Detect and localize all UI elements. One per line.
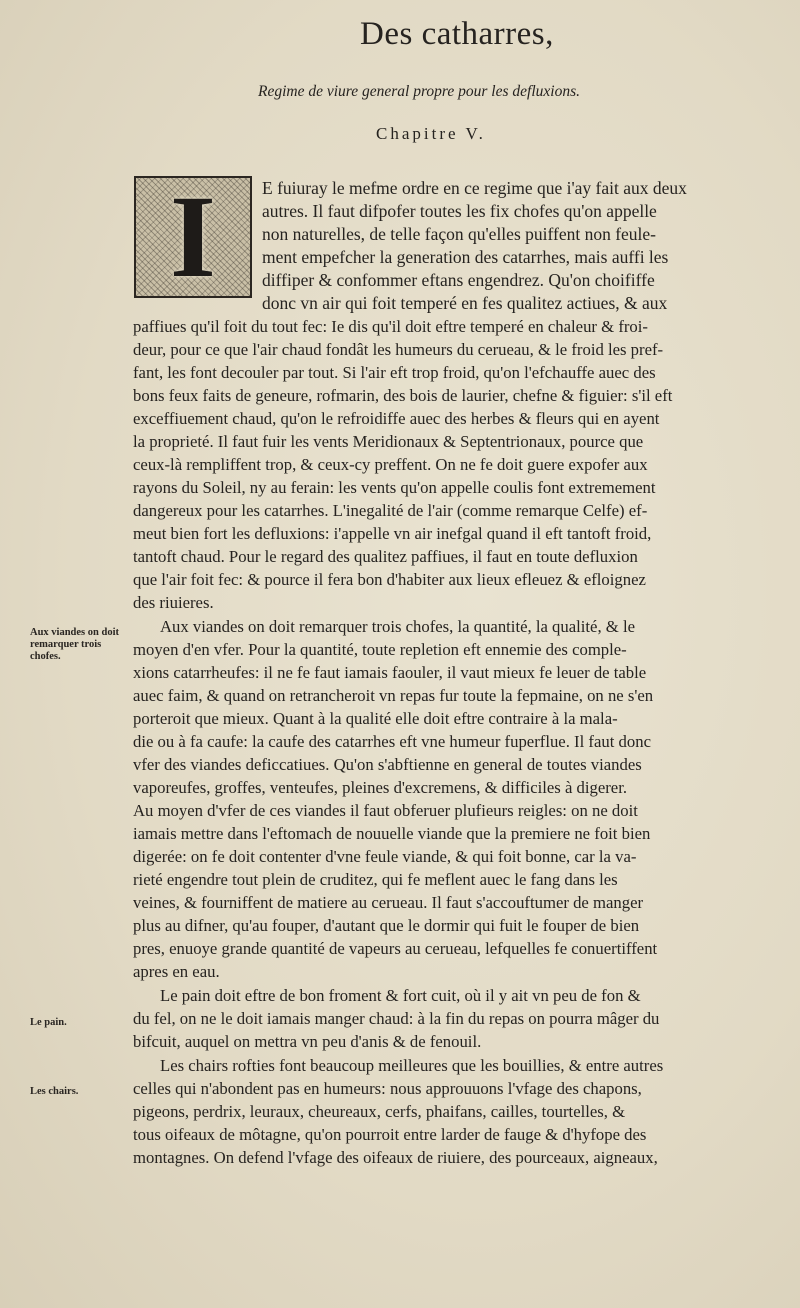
text-line: ceux-là rempliffent trop, & ceux-cy preffent. On ne fe doit guere expofer aux (133, 455, 648, 474)
text-line: paffiues qu'il foit du tout fec: Ie dis qu'il doit eftre temperé en chaleur & froi- (133, 317, 648, 336)
initial-letter: I (170, 176, 216, 298)
text-line: montagnes. On defend l'vfage des oifeaux de riuiere, des pourceaux, aigneaux, (133, 1148, 658, 1167)
margin-note-pain: Le pain. (30, 1017, 67, 1028)
text-line: moyen d'en vfer. Pour la quantité, toute repletion eft ennemie des comple- (133, 640, 627, 659)
text-line: des riuieres. (133, 593, 214, 612)
text-line: plus au difner, qu'au fouper, d'autant que le dormir qui fuit le fouper de bien (133, 916, 640, 935)
text-line: xions catarrheufes: il ne fe faut iamais faouler, il vaut mieux fe leuer de table (133, 663, 647, 682)
text-line: pigeons, perdrix, leuraux, cheureaux, cerfs, phaifans, cailles, tourtelles, & (133, 1102, 626, 1121)
text-line: auec faim, & quand on retrancheroit vn repas fur toute la fepmaine, on ne s'en (133, 686, 654, 705)
text-line: digerée: on fe doit contenter d'vne feule viande, & qui foit bonne, car la va- (133, 847, 637, 866)
text-line: Les chairs rofties font beaucoup meilleures que les bouillies, & entre autres (160, 1056, 664, 1075)
text-line: que l'air foit fec: & pource il fera bon d'habiter aux lieux efleuez & efloignez (133, 570, 646, 589)
section-heading: Regime de viure general propre pour les defluxions. (258, 83, 580, 100)
text-line: Le pain doit eftre de bon froment & fort cuit, où il y ait vn peu de fon & (160, 986, 641, 1005)
text-line: du fel, on ne le doit iamais manger chaud: à la fin du repas on pourra mâger du (133, 1009, 660, 1028)
text-line: veines, & fourniffent de matiere au cerueau. Il faut s'accouftumer de manger (133, 893, 644, 912)
text-line: ment empefcher la generation des catarrhes, mais auffi les (262, 247, 669, 267)
text-line: donc vn air qui foit temperé en fes qualitez actiues, & aux (262, 293, 668, 313)
margin-note-chairs: Les chairs. (30, 1086, 79, 1097)
text-line: vfer des viandes deficcatiues. Qu'on s'abftienne en general de toutes viandes (133, 755, 642, 774)
text-line: bons feux faits de geneure, rofmarin, des bois de laurier, chefne & figuier: s'il eft (133, 386, 673, 405)
text-line: autres. Il faut difpofer toutes les fix chofes qu'on appelle (262, 201, 657, 221)
text-line: porteroit que mieux. Quant à la qualité elle doit eftre contraire à la mala- (133, 709, 618, 728)
text-line: E fuiuray le mefme ordre en ce regime que i'ay fait aux deux (262, 178, 687, 198)
text-line: dangereux pour les catarrhes. L'inegalité de l'air (comme remarque Celfe) ef- (133, 501, 648, 520)
text-line: tantoft chaud. Pour le regard des qualitez paffiues, il faut en toute defluxion (133, 547, 638, 566)
running-head: Des catharres, (360, 16, 554, 52)
text-line: exceffiuement chaud, qu'on le refroidiffe auec des herbes & fleurs qui en ayent (133, 409, 660, 428)
margin-note-viandes: Aux viandes on doit remarquer trois chofes. (30, 627, 119, 662)
text-line: celles qui n'abondent pas en humeurs: nous approuuons l'vfage des chapons, (133, 1079, 642, 1098)
text-line: die ou à fa caufe: la caufe des catarrhes eft vne humeur fuperflue. Il faut donc (133, 732, 651, 751)
text-line: meut bien fort les defluxions: i'appelle vn air inefgal quand il eft tantoft froid, (133, 524, 652, 543)
text-line: Au moyen d'vfer de ces viandes il faut obferuer plufieurs reigles: on ne doit (133, 801, 638, 820)
text-line: rayons du Soleil, ny au ferain: les vents qu'on appelle coulis font extremement (133, 478, 656, 497)
text-line: fant, les font decouler par tout. Si l'air eft trop froid, qu'on l'efchauffe auec des (133, 363, 656, 382)
text-line: non naturelles, de telle façon qu'elles puiffent non feule- (262, 224, 657, 244)
text-line: diffiper & confommer eftans engendrez. Qu'on choififfe (262, 270, 655, 290)
text-line: vaporeufes, groffes, venteufes, pleines d'excremens, & difficiles à digerer. (133, 778, 628, 797)
text-line: rieté engendre tout plein de cruditez, qui fe meflent auec le fang dans les (133, 870, 618, 889)
text-line: apres en eau. (133, 962, 220, 981)
chapter-heading: Chapitre V. (376, 124, 486, 143)
text-line: tous oifeaux de môtagne, qu'on pourroit entre larder de fauge & d'hyfope des (133, 1125, 647, 1144)
text-line: Aux viandes on doit remarquer trois chofes, la quantité, la qualité, & le (160, 617, 635, 636)
text-line: la proprieté. Il faut fuir les vents Meridionaux & Septentrionaux, pource que (133, 432, 644, 451)
text-line: bifcuit, auquel on mettra vn peu d'anis & de fenouil. (133, 1032, 482, 1051)
text-line: iamais mettre dans l'eftomach de nouuelle viande que la premiere ne foit bien (133, 824, 651, 843)
text-line: deur, pour ce que l'air chaud fondât les humeurs du cerueau, & le froid les pref- (133, 340, 664, 359)
text-line: pres, enuoye grande quantité de vapeurs au cerueau, lefquelles fe conuertiffent (133, 939, 658, 958)
